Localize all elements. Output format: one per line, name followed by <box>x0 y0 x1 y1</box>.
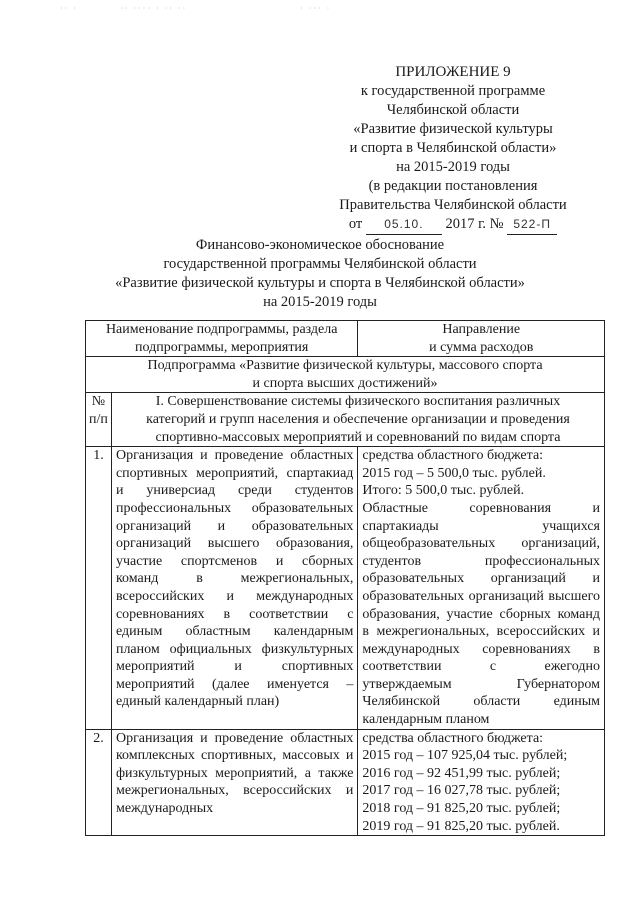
funding-cell <box>358 729 605 836</box>
funding-line: 2019 год – 91 825,20 тыс. рублей. <box>362 818 560 834</box>
table-header-row <box>86 321 605 357</box>
header-text: Наименование подпрограммы, раздела <box>105 322 338 337</box>
number-header: п/п <box>89 411 108 427</box>
section-cell <box>111 393 604 447</box>
appendix-date-line <box>323 215 583 235</box>
title-line: государственной программы Челябинской области <box>163 256 477 272</box>
header-text: и сумма расходов <box>429 339 534 355</box>
table-row <box>86 447 605 730</box>
table-row <box>86 729 605 836</box>
funding-line: 2015 год – 107 925,04 тыс. рублей; <box>362 748 568 764</box>
appendix-line: к государственной программе <box>360 83 546 99</box>
section-text: I. Совершенствование системы физического воспитания различных <box>155 394 561 410</box>
header-text: Направление <box>442 322 521 337</box>
subprogram-text: Подпрограмма «Развитие физической культуры, массового спорта <box>147 358 543 374</box>
funding-description: Областные соревнования и спартакиады учащихся общеобразовательных организаций, студентов профессиональных образовательных организаций и образовательных организаций высшего образования, участие сборных команд в межрегиональных, всероссийских и международных соревнованиях в соответствии с ежегодно утверждаемым Губернатором Челябинской области единым календарным планом <box>362 500 600 728</box>
subprogram-cell <box>86 357 605 393</box>
header-funding-cell <box>358 321 605 357</box>
row-number: 2. <box>86 729 112 836</box>
appendix-line: Правительства Челябинской области <box>339 197 567 213</box>
row-number: 1. <box>86 447 112 730</box>
funding-line: 2015 год – 5 500,0 тыс. рублей. <box>362 465 546 481</box>
funding-line: 2018 год – 91 825,20 тыс. рублей; <box>362 801 561 817</box>
section-text: категорий и групп населения и обеспечение организации и проведения <box>146 411 570 427</box>
title-line: Финансово-экономическое обоснование <box>195 237 445 253</box>
title-line: на 2015-2019 годы <box>263 294 377 310</box>
number-header: № <box>91 394 106 410</box>
subprogram-text: и спорта высших достижений» <box>252 375 438 391</box>
funding-line: средства областного бюджета: <box>362 730 544 746</box>
scan-header-noise: ·· · ·· ···· · ·· ·· · ··· · <box>60 4 332 13</box>
funding-line: Итого: 5 500,0 тыс. рублей. <box>362 483 525 499</box>
date-prefix: от <box>348 216 363 232</box>
year-text: 2017 г. № <box>445 216 504 232</box>
appendix-block <box>323 63 583 235</box>
funding-line: 2016 год – 92 451,99 тыс. рублей; <box>362 765 561 781</box>
section-row <box>86 393 605 447</box>
document-title <box>80 236 560 312</box>
appendix-line: на 2015-2019 годы <box>396 159 510 175</box>
header-name-cell <box>86 321 358 357</box>
appendix-line: (в редакции постановления <box>368 178 538 194</box>
appendix-line: «Развитие физической культуры <box>353 121 553 137</box>
appendix-title: ПРИЛОЖЕНИЕ 9 <box>395 64 511 80</box>
measure-name: Организация и проведение областных спортивных мероприятий, спартакиад и универсиад среди студентов профессиональных образовательных организаций и образовательных организаций высшего образования, участие спортсменов и сборных команд в межрегиональных, всероссийских и международных соревнованиях в соответствии с единым областным календарным планом официальных физкультурных мероприятий и спортивных мероприятий (далее именуется – единый календарный план) <box>111 447 357 730</box>
title-line: «Развитие физической культуры и спорта в Челябинской области» <box>115 275 525 291</box>
financial-table <box>85 320 605 836</box>
measure-name: Организация и проведение областных комплексных спортивных, массовых и физкультурных мероприятий, а также межрегиональных, всероссийских и международных <box>111 729 357 836</box>
header-text: подпрограммы, мероприятия <box>135 339 309 355</box>
appendix-line: и спорта в Челябинской области» <box>349 140 557 156</box>
funding-line: 2017 год – 16 027,78 тыс. рублей; <box>362 783 561 799</box>
number-value: 522-П <box>507 215 557 235</box>
funding-cell <box>358 447 605 730</box>
number-header-cell <box>86 393 112 447</box>
subprogram-row <box>86 357 605 393</box>
appendix-line: Челябинской области <box>386 102 520 118</box>
section-text: спортивно-массовых мероприятий и соревнований по видам спорта <box>155 429 561 445</box>
funding-line: средства областного бюджета: <box>362 448 544 464</box>
date-value: 05.10. <box>366 215 442 235</box>
